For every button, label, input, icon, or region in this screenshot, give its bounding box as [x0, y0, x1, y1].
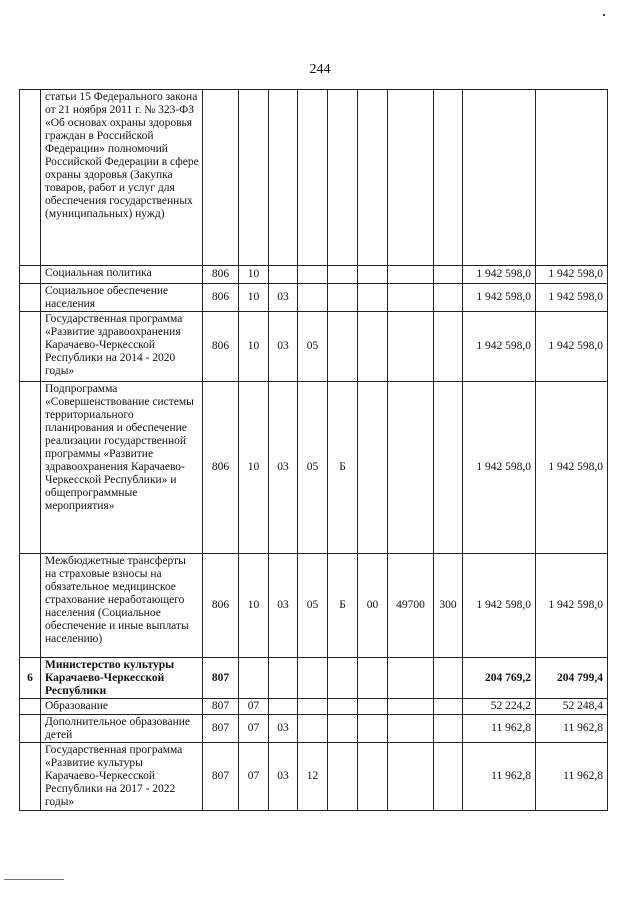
amount-year-1: 1 942 598,0 — [463, 382, 536, 554]
main-event-code: 00 — [358, 554, 388, 658]
ministry-code: 807 — [203, 699, 239, 715]
main-event-code — [358, 266, 388, 284]
scan-edge-mark — [4, 879, 64, 880]
amount-year-1: 204 769,2 — [463, 658, 536, 699]
item-name: Образование — [41, 699, 203, 715]
ministry-code: 807 — [203, 658, 239, 699]
table-row — [20, 715, 608, 743]
subprogram-code — [328, 90, 358, 266]
direction-code — [388, 715, 434, 743]
section-code — [239, 90, 269, 266]
amount-year-2: 1 942 598,0 — [536, 312, 608, 382]
amount-year-2: 204 799,4 — [536, 658, 608, 699]
program-code: 12 — [298, 743, 328, 811]
program-code — [298, 658, 328, 699]
subprogram-code — [328, 715, 358, 743]
amount-year-1: 1 942 598,0 — [463, 554, 536, 658]
subprogram-code — [328, 312, 358, 382]
subsection-code — [269, 266, 298, 284]
main-event-code — [358, 284, 388, 312]
amount-year-1: 11 962,8 — [463, 715, 536, 743]
amount-year-1: 1 942 598,0 — [463, 312, 536, 382]
item-name: Министерство культуры Карачаево-Черкесской Республики — [41, 658, 203, 699]
item-name: Подпрограмма «Совершенствование системы территориального планирования и обеспечение реализации государственной программы «Развитие здравоохранения Карачаево-Черкесской Республики» и общепрограммные мероприятия» — [41, 382, 203, 554]
ministry-code: 807 — [203, 743, 239, 811]
amount-year-1: 11 962,8 — [463, 743, 536, 811]
subprogram-code — [328, 743, 358, 811]
direction-code — [388, 743, 434, 811]
subprogram-code: Б — [328, 382, 358, 554]
item-name: статьи 15 Федерального закона от 21 ноября 2011 г. № 323-ФЗ «Об основах охраны здоровья граждан в Российской Федерации» полномочий Российской Федерации в сфере охраны здоровья (Закупка товаров, работ и услуг для обеспечения государственных (муниципальных) нужд) — [41, 90, 203, 266]
table-row — [20, 699, 608, 715]
main-event-code — [358, 743, 388, 811]
section-code: 07 — [239, 699, 269, 715]
subprogram-code: Б — [328, 554, 358, 658]
subsection-code: 03 — [269, 382, 298, 554]
item-name: Социальное обеспечение населения — [41, 284, 203, 312]
direction-code: 49700 — [388, 554, 434, 658]
program-code — [298, 266, 328, 284]
subprogram-code — [328, 284, 358, 312]
table-row — [20, 312, 608, 382]
amount-year-1: 52 224,2 — [463, 699, 536, 715]
row-number — [20, 312, 41, 382]
main-event-code — [358, 382, 388, 554]
ministry-code: 806 — [203, 284, 239, 312]
subsection-code — [269, 658, 298, 699]
amount-year-2: 52 248,4 — [536, 699, 608, 715]
main-event-code — [358, 90, 388, 266]
section-code: 10 — [239, 312, 269, 382]
item-name: Государственная программа «Развитие здравоохранения Карачаево-Черкесской Республики на 2014 - 2020 годы» — [41, 312, 203, 382]
scan-speck — [603, 14, 605, 16]
subsection-code: 03 — [269, 715, 298, 743]
expense-type-code — [434, 715, 463, 743]
amount-year-2: 1 942 598,0 — [536, 284, 608, 312]
subprogram-code — [328, 699, 358, 715]
section-code: 07 — [239, 715, 269, 743]
program-code — [298, 284, 328, 312]
table-row — [20, 284, 608, 312]
direction-code — [388, 312, 434, 382]
item-name: Межбюджетные трансферты на страховые взносы на обязательное медицинское страхование неработающего населения (Социальное обеспечение и иные выплаты населению) — [41, 554, 203, 658]
section-code: 10 — [239, 284, 269, 312]
main-event-code — [358, 699, 388, 715]
row-number — [20, 90, 41, 266]
subsection-code: 03 — [269, 554, 298, 658]
direction-code — [388, 284, 434, 312]
item-name: Дополнительное образование детей — [41, 715, 203, 743]
section-code: 10 — [239, 266, 269, 284]
expense-type-code — [434, 266, 463, 284]
ministry-code: 806 — [203, 266, 239, 284]
program-code — [298, 715, 328, 743]
direction-code — [388, 90, 434, 266]
program-code — [298, 699, 328, 715]
program-code: 05 — [298, 382, 328, 554]
amount-year-1: 1 942 598,0 — [463, 284, 536, 312]
expense-type-code — [434, 699, 463, 715]
amount-year-1: 1 942 598,0 — [463, 266, 536, 284]
program-code: 05 — [298, 312, 328, 382]
expense-type-code — [434, 90, 463, 266]
row-number: 6 — [20, 658, 41, 699]
subsection-code — [269, 699, 298, 715]
table-row — [20, 743, 608, 811]
expense-type-code — [434, 743, 463, 811]
row-number — [20, 715, 41, 743]
program-code — [298, 90, 328, 266]
section-code: 10 — [239, 554, 269, 658]
ministry-code: 806 — [203, 382, 239, 554]
amount-year-2: 1 942 598,0 — [536, 382, 608, 554]
expense-type-code — [434, 382, 463, 554]
subsection-code — [269, 90, 298, 266]
subsection-code: 03 — [269, 743, 298, 811]
row-number — [20, 284, 41, 312]
table-row — [20, 658, 608, 699]
amount-year-1 — [463, 90, 536, 266]
section-code: 10 — [239, 382, 269, 554]
row-number — [20, 699, 41, 715]
subprogram-code — [328, 658, 358, 699]
subsection-code: 03 — [269, 312, 298, 382]
page-number: 244 — [309, 62, 331, 77]
table-row — [20, 382, 608, 554]
amount-year-2: 11 962,8 — [536, 715, 608, 743]
ministry-code — [203, 90, 239, 266]
amount-year-2: 11 962,8 — [536, 743, 608, 811]
table-row — [20, 266, 608, 284]
row-number — [20, 554, 41, 658]
row-number — [20, 743, 41, 811]
table-row — [20, 90, 608, 266]
table-row — [20, 554, 608, 658]
row-number — [20, 382, 41, 554]
direction-code — [388, 699, 434, 715]
subprogram-code — [328, 266, 358, 284]
main-event-code — [358, 312, 388, 382]
ministry-code: 806 — [203, 312, 239, 382]
subsection-code: 03 — [269, 284, 298, 312]
main-event-code — [358, 658, 388, 699]
amount-year-2 — [536, 90, 608, 266]
main-event-code — [358, 715, 388, 743]
item-name: Социальная политика — [41, 266, 203, 284]
expense-type-code — [434, 284, 463, 312]
row-number — [20, 266, 41, 284]
direction-code — [388, 382, 434, 554]
amount-year-2: 1 942 598,0 — [536, 266, 608, 284]
budget-table — [19, 89, 608, 811]
section-code: 07 — [239, 743, 269, 811]
ministry-code: 807 — [203, 715, 239, 743]
amount-year-2: 1 942 598,0 — [536, 554, 608, 658]
expense-type-code — [434, 312, 463, 382]
program-code: 05 — [298, 554, 328, 658]
expense-type-code — [434, 658, 463, 699]
expense-type-code: 300 — [434, 554, 463, 658]
direction-code — [388, 266, 434, 284]
direction-code — [388, 658, 434, 699]
item-name: Государственная программа «Развитие культуры Карачаево-Черкесской Республики на 2017 - 2022 годы» — [41, 743, 203, 811]
ministry-code: 806 — [203, 554, 239, 658]
section-code — [239, 658, 269, 699]
